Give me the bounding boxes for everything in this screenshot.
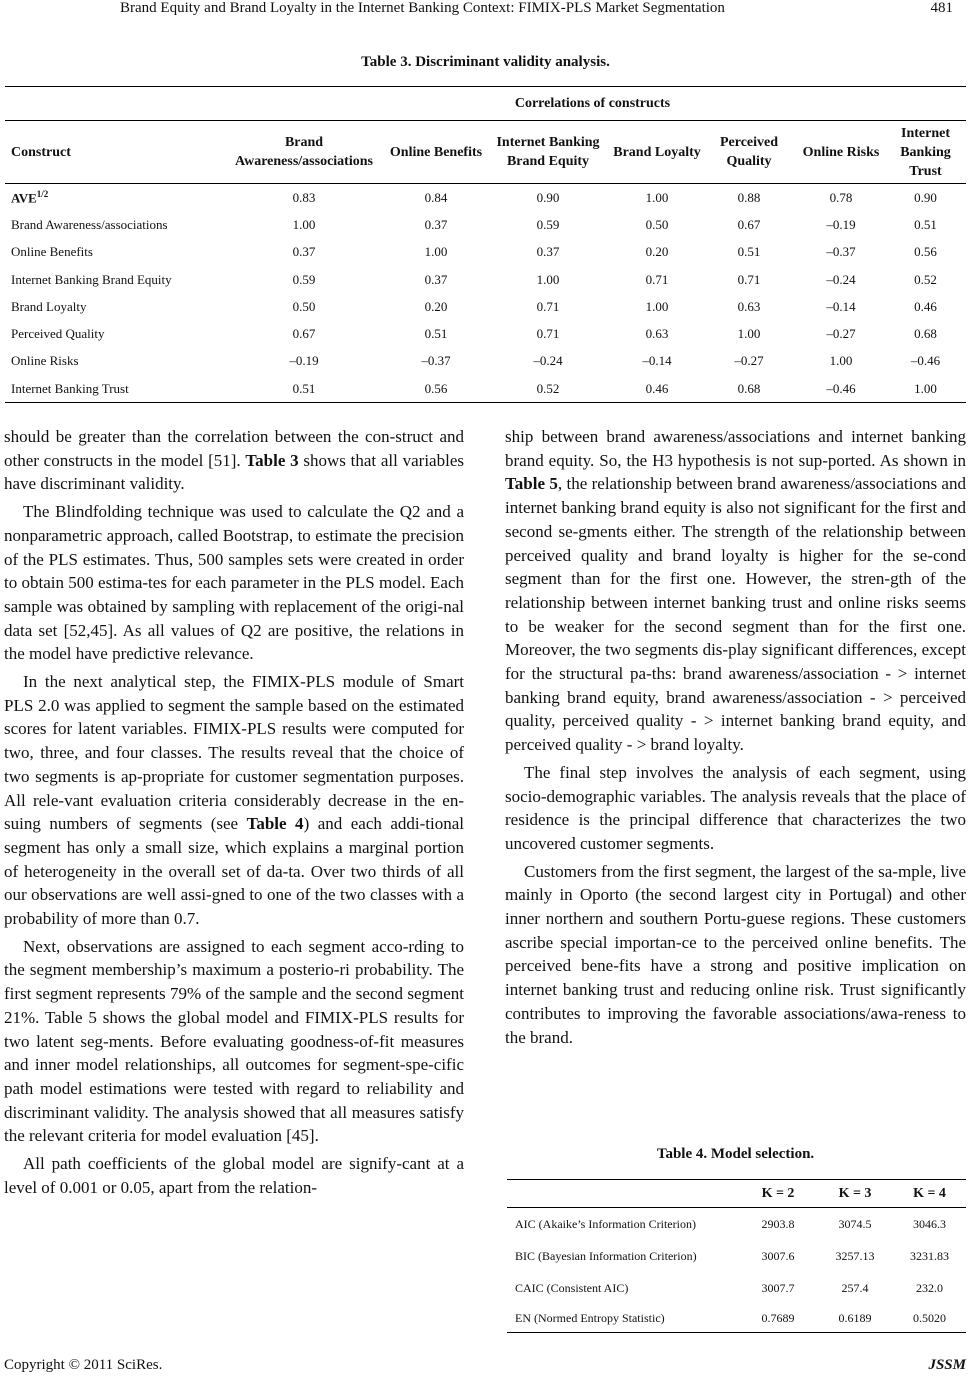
- table3-cell: –0.37: [421, 353, 451, 369]
- table3-cell: 0.67: [737, 216, 761, 232]
- table-row: [5, 348, 966, 375]
- ave-label-cell: [5, 184, 219, 212]
- table3-cell: 0.84: [389, 184, 483, 212]
- table3-group-header-row: [5, 87, 966, 121]
- table3-col-header: Brand Awareness/associations: [219, 121, 389, 184]
- table3-cell: 1.00: [536, 271, 560, 287]
- table3-cell: 0.71: [536, 298, 560, 314]
- table3-cell: 1.00: [645, 298, 669, 314]
- text-run: shows that all variables have discriminant validity.: [4, 450, 464, 494]
- table3-row-label: Online Risks: [11, 353, 79, 369]
- table3-cell: 0.52: [483, 375, 613, 403]
- table4-header-row: [507, 1180, 966, 1208]
- ave-label: AVE: [11, 190, 37, 206]
- table3-col-header: Brand Loyalty: [613, 121, 701, 184]
- text-run: In the next analytical step, the FIMIX-PLS module of Smart PLS 2.0 was applied to segment the sample based on the estimated scores for latent variables. FIMIX-PLS results were computed for two, three, and four classes. The results reveal that the choice of two segments is ap-propriate for customer segmentation purposes. All rele-vant evaluation criteria considerably decrease in the en-suing numbers of segments (see: [4, 672, 464, 834]
- table3-cell: 0.63: [645, 326, 669, 342]
- table-row: [5, 375, 966, 403]
- table3-cell: 0.71: [645, 271, 669, 287]
- table-row: [5, 320, 966, 347]
- table3-cell: –0.14: [826, 298, 856, 314]
- table4-cell: 3007.6: [761, 1248, 795, 1263]
- table3-row-label: Brand Awareness/associations: [11, 216, 168, 232]
- table3-cell: 0.83: [219, 184, 389, 212]
- text-run: , the relationship between brand awareness/associations and internet banking brand equity is also not significant for the first and second se-gments either. The strength of the relationship between perceived quality and brand loyalty is higher for the se-cond segment than for the first one. However, the stren-gth of the relationship between internet banking trust and online risks seems to be weaker for the second segment than for the first one. Moreover, the two segments dis-play significant differences, except for the structural pa-ths: brand awareness/association - > internet banking brand equity, brand awareness/association - > perceived quality, perceived quality - > internet banking brand equity, and perceived quality - > brand loyalty.: [505, 474, 966, 755]
- table3-cell: 0.59: [536, 216, 560, 232]
- table4-row-label: BIC (Bayesian Information Criterion): [515, 1248, 697, 1263]
- table3-cell: –0.27: [734, 353, 764, 369]
- table-row: [507, 1240, 966, 1272]
- table3-cell: 1.00: [292, 216, 316, 232]
- table-row: [507, 1272, 966, 1304]
- table3-caption: Table 3. Discriminant validity analysis.: [361, 54, 610, 70]
- table3-cell: 0.46: [914, 298, 937, 314]
- paragraph: All path coefficients of the global model are signify-cant at a level of 0.001 or 0.05, apart from the relation-: [4, 1154, 464, 1197]
- journal-abbreviation: JSSM: [928, 1357, 966, 1373]
- table3-cell: –0.19: [826, 216, 856, 232]
- table3-cell: 0.90: [885, 184, 966, 212]
- table3-cell: 0.20: [424, 298, 448, 314]
- table3-cell: 0.51: [737, 244, 761, 260]
- table4-cell: 2903.8: [761, 1216, 795, 1231]
- table3-cell: 0.37: [424, 271, 448, 287]
- table4-caption: Table 4. Model selection.: [656, 1146, 815, 1162]
- table3-cell: –0.14: [642, 353, 672, 369]
- table3-cell: 0.71: [737, 271, 761, 287]
- table3-cell: 0.37: [536, 244, 560, 260]
- table-row: [507, 1208, 966, 1241]
- paragraph: Customers from the first segment, the largest of the sa-mple, live mainly in Oporto (the second largest city in Portugal) and other inner northern and southern Portu-guese regions. These customers ascribe special importan-ce to the perceived online benefits. The perceived bene-fits have a strong and positive implication on internet banking trust and reducing online risk. Trust significantly contributes to improving the favorable associations/awa-reness to the brand.: [505, 861, 966, 1047]
- table3-cell: 0.59: [292, 271, 316, 287]
- text-run: ship between brand awareness/associations and internet banking brand equity. So, the H3 hypothesis is not sup-ported. As shown in: [505, 427, 966, 470]
- table3-cell: 0.50: [645, 216, 669, 232]
- table3-cell: 0.78: [797, 184, 885, 212]
- table3-col-header: Online Benefits: [389, 121, 483, 184]
- table3-cell: 0.20: [645, 244, 669, 260]
- table3-col-header: Internet Banking Brand Equity: [483, 121, 613, 184]
- table4-row-label: CAIC (Consistent AIC): [515, 1280, 629, 1295]
- table3-col-header: Internet Banking Trust: [885, 121, 966, 184]
- table3-cell: –0.37: [826, 244, 856, 260]
- table3-cell: 0.52: [914, 271, 937, 287]
- table3-cell: 0.56: [389, 375, 483, 403]
- table-row: [5, 211, 966, 238]
- table4-row-label: EN (Normed Entropy Statistic): [507, 1304, 739, 1333]
- table3-cell: 0.51: [424, 326, 448, 342]
- table3-cell: 1.00: [424, 244, 448, 260]
- table-row: [507, 1304, 966, 1333]
- table3-col-header: Online Risks: [797, 121, 885, 184]
- text-run: should be greater than the correlation between the con-struct and other constructs in the model [51].: [4, 427, 464, 470]
- left-text-column: [4, 425, 464, 1200]
- table3-ave-row: [5, 184, 966, 212]
- text-run: ) and each addi-tional segment has only a small size, which explains a marginal portion of heterogeneity in the overall set of da-ta. Over two thirds of all our observations are well assi-gned to one of the two classes with a probability of more than 0.7.: [4, 814, 464, 929]
- right-text-column: [505, 425, 966, 1049]
- table-row: [5, 239, 966, 266]
- table3-cell: –0.24: [826, 271, 856, 287]
- table3-cell: –0.46: [910, 353, 941, 369]
- table3-header-row: [5, 121, 966, 184]
- table3-cell: 0.56: [914, 244, 937, 260]
- table3-row-label: Internet Banking Trust: [5, 375, 219, 403]
- table3-cell: 1.00: [829, 353, 853, 369]
- table3-cell: 0.68: [701, 375, 797, 403]
- table3-row-label: Brand Loyalty: [11, 298, 87, 314]
- table3-cell: 0.68: [914, 326, 937, 342]
- paragraph: Next, observations are assigned to each segment acco-rding to the segment membership’s maximum a posterio-ri probability. The first segment represents 79% of the sample and the second segment 21%. Table 5 shows the global model and FIMIX-PLS results for two latent seg-ments. Before evaluating goodness-of-fit measures and inner model relationships, all outcomes for segment-spe-cific path model estimations were tested with regard to reliability and discriminant validity. The analysis showed that all measures satisfy the relevant criteria for model evaluation [45].: [4, 936, 464, 1146]
- table3-cell: 0.50: [292, 298, 316, 314]
- table3-cell: 1.00: [613, 184, 701, 212]
- table4-col-header: K = 3: [817, 1180, 893, 1208]
- table3-cell: 0.63: [737, 298, 761, 314]
- table3-cell: –0.27: [826, 326, 856, 342]
- table3-cell: –0.24: [533, 353, 563, 369]
- table4-col-header: K = 4: [893, 1180, 966, 1208]
- table4-col-header: K = 2: [739, 1180, 817, 1208]
- table4-cell: 0.6189: [817, 1304, 893, 1333]
- page-number: 481: [930, 0, 953, 16]
- table-reference: Table 3: [245, 450, 299, 470]
- table4-cell: 3074.5: [838, 1216, 872, 1231]
- paragraph: [4, 670, 464, 931]
- paragraph: The final step involves the analysis of each segment, using socio-demographic variables. The analysis reveals that the place of residence is the principal difference that characterizes the two uncovered customer segments.: [505, 762, 966, 853]
- table3-cell: 0.51: [914, 216, 937, 232]
- table3-cell: 1.00: [737, 326, 761, 342]
- table3-row-label: Internet Banking Brand Equity: [11, 271, 172, 287]
- table3-cell: 0.46: [613, 375, 701, 403]
- table3-row-label: Perceived Quality: [11, 326, 105, 342]
- table4-cell: 0.5020: [893, 1304, 966, 1333]
- table3-cell: 0.88: [701, 184, 797, 212]
- paragraph: The Blindfolding technique was used to calculate the Q2 and a nonparametric approach, called Bootstrap, to estimate the precision of the PLS estimates. Thus, 500 samples sets were created in order to obtain 500 estima-tes for each parameter in the PLS model. Each sample was obtained by sampling with replacement of the origi-nal data set [52,45]. As all values of Q2 are positive, the relations in the model have predictive relevance.: [4, 502, 464, 664]
- table3-cell: –0.46: [797, 375, 885, 403]
- table3-cell: 0.90: [483, 184, 613, 212]
- table3-cell: 0.37: [292, 244, 316, 260]
- table-row: [5, 293, 966, 320]
- table3-cell: –0.19: [289, 353, 319, 369]
- table4-cell: 3231.83: [910, 1248, 949, 1263]
- copyright-notice: Copyright © 2011 SciRes.: [4, 1357, 163, 1373]
- page-footer: [4, 1357, 966, 1374]
- table4-empty-header: [507, 1180, 739, 1208]
- table4-cell: 0.7689: [739, 1304, 817, 1333]
- table4-cell: 3257.13: [835, 1248, 875, 1263]
- ave-superscript: 1/2: [36, 188, 49, 199]
- paragraph: [505, 425, 966, 757]
- table3-cell: 0.71: [536, 326, 560, 342]
- table3-group-header: Correlations of constructs: [219, 87, 966, 121]
- paragraph: [4, 425, 464, 496]
- table-row: [5, 266, 966, 293]
- table4-cell: 3007.7: [761, 1280, 795, 1295]
- table-reference: Table 5: [505, 474, 558, 494]
- table3-col-header: Perceived Quality: [701, 121, 797, 184]
- table3-construct-header: Construct: [5, 121, 219, 184]
- table3-row-label: Online Benefits: [11, 244, 93, 260]
- model-selection-table: [507, 1179, 966, 1333]
- table4-row-label: AIC (Akaike’s Information Criterion): [515, 1216, 696, 1231]
- table3-cell: 0.37: [424, 216, 448, 232]
- table4-cell: 257.4: [841, 1280, 869, 1295]
- table4-cell: 232.0: [916, 1280, 943, 1295]
- header-title: Brand Equity and Brand Loyalty in the Internet Banking Context: FIMIX-PLS Market Segmentation: [120, 0, 725, 16]
- table3-cell: 0.67: [292, 326, 316, 342]
- table3-cell: 0.51: [219, 375, 389, 403]
- discriminant-validity-table: [5, 86, 966, 403]
- table-reference: Table 4: [246, 814, 304, 834]
- table3-cell: 1.00: [885, 375, 966, 403]
- running-header: [120, 0, 971, 24]
- table4-cell: 3046.3: [913, 1216, 946, 1231]
